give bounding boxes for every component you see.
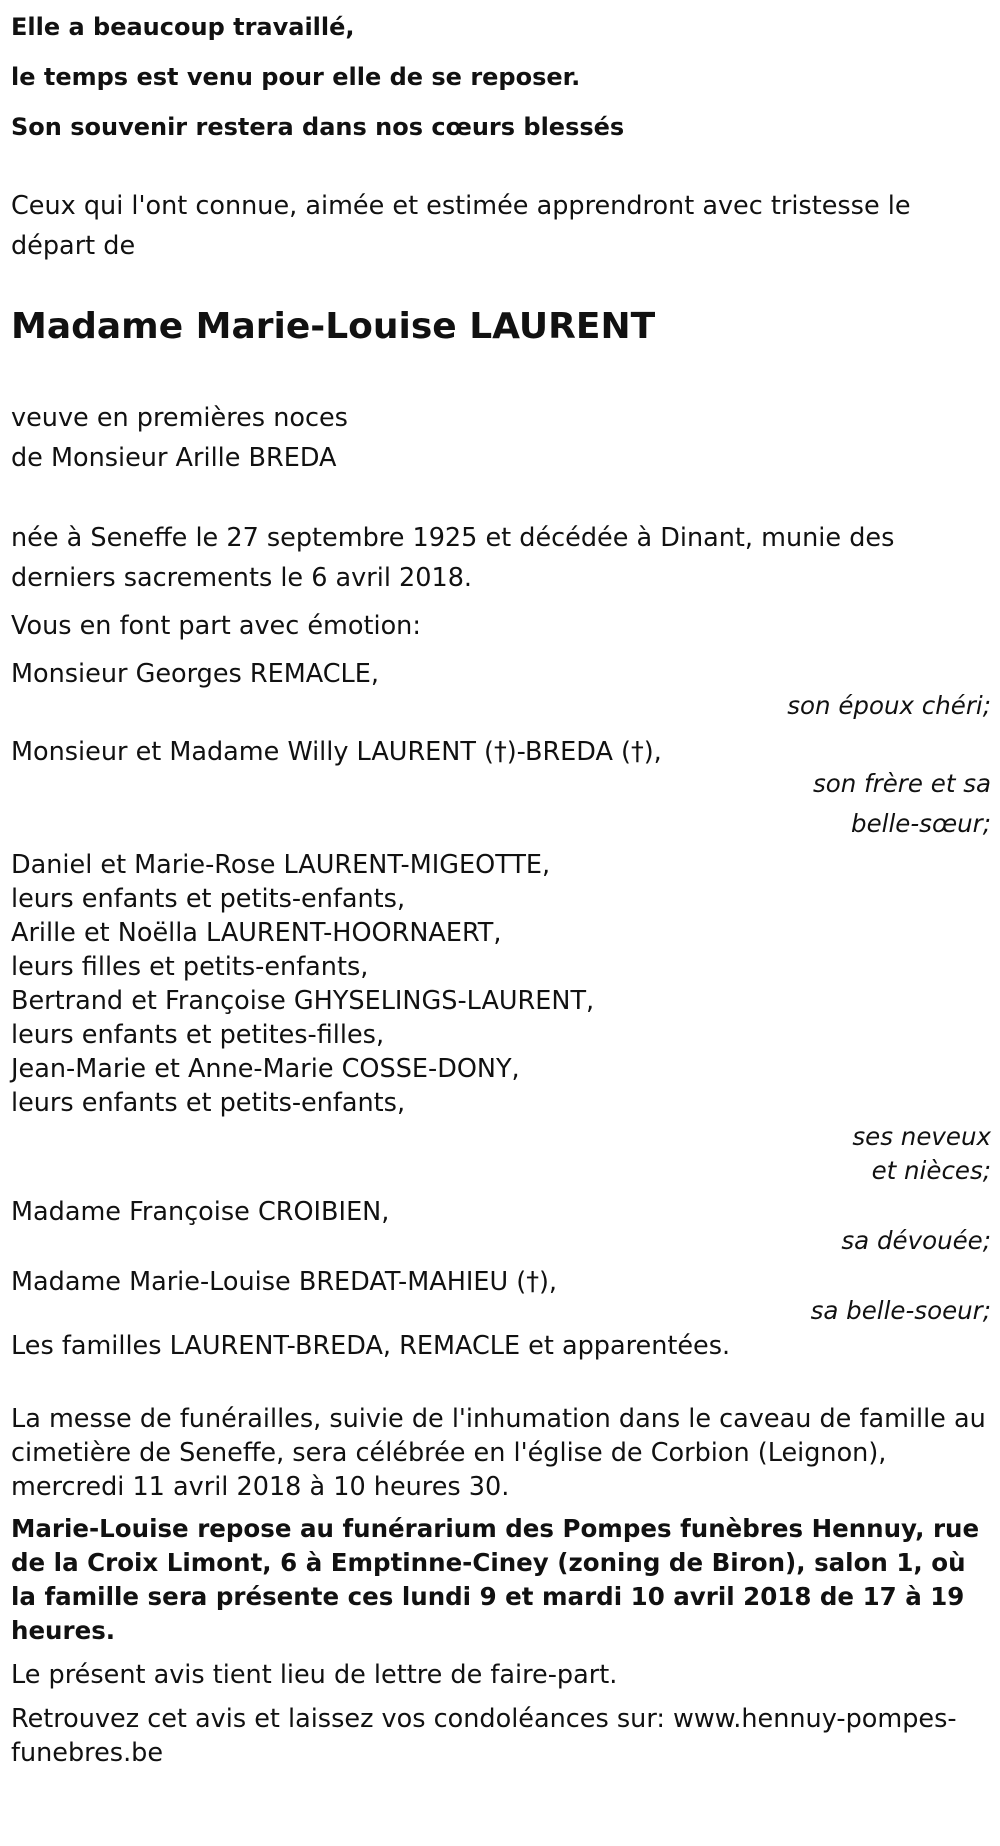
widow-line: de Monsieur Arille BREDA [11, 443, 337, 473]
poem-line: Elle a beaucoup travaillé, [11, 13, 355, 41]
family-member: Daniel et Marie-Rose LAURENT-MIGEOTTE, [11, 850, 551, 880]
notice-text: Le présent avis tient lieu de lettre de faire-part. [11, 1660, 618, 1690]
family-member: leurs filles et petits-enfants, [11, 952, 369, 982]
mass-text: La messe de funérailles, suivie de l'inhumation dans le caveau de famille au cimetière de Seneffe, sera célébrée en l'église de Corbion (Leignon), mercredi 11 avril 2018 à 10 heures 30. [11, 1404, 986, 1502]
relation-label: sa dévouée; [841, 1226, 991, 1255]
announce-text: Vous en font part avec émotion: [11, 611, 421, 641]
family-list [11, 654, 991, 1366]
family-member: Arille et Noëlla LAURENT-HOORNAERT, [11, 918, 502, 948]
family-member: Madame Marie-Louise BREDAT-MAHIEU (†), [11, 1267, 558, 1297]
families-text: Les familles LAURENT-BREDA, REMACLE et apparentées. [11, 1331, 731, 1361]
family-member: Monsieur et Madame Willy LAURENT (†)-BREDA (†), [11, 737, 662, 767]
poem [11, 2, 991, 152]
family-member: leurs enfants et petites-filles, [11, 1020, 385, 1050]
family-entry [11, 654, 991, 726]
obituary-document [11, 0, 991, 1770]
relation-text: ses neveux et nièces; [852, 1122, 991, 1185]
widow-line: veuve en premières noces [11, 403, 348, 433]
family-entry [11, 732, 991, 844]
family-member: Jean-Marie et Anne-Marie COSSE-DONY, [11, 1054, 520, 1084]
family-member: leurs enfants et petits-enfants, [11, 884, 406, 914]
relation-label [11, 1120, 991, 1188]
family-member: Bertrand et Françoise GHYSELINGS-LAURENT, [11, 986, 595, 1016]
relation-label: son époux chéri; [787, 691, 991, 720]
widow-info [11, 398, 991, 478]
condolences-text: Retrouvez cet avis et laissez vos condoléances sur: www.hennuy-pompes-funebres.be [11, 1704, 957, 1768]
relation-label: sa belle-soeur; [810, 1296, 991, 1325]
poem-line: le temps est venu pour elle de se reposer. [11, 63, 581, 91]
poem-line: Son souvenir restera dans nos cœurs blessés [11, 113, 625, 141]
intro-text: Ceux qui l'ont connue, aimée et estimée apprendront avec tristesse le départ de [11, 191, 911, 261]
family-member: Monsieur Georges REMACLE, [11, 659, 379, 689]
family-entry [11, 1262, 991, 1328]
family-entry [11, 1192, 991, 1258]
family-entry [11, 848, 991, 1188]
relation-text: son frère et sa belle-sœur; [812, 769, 991, 838]
family-member: Madame Françoise CROIBIEN, [11, 1197, 390, 1227]
birth-death-text: née à Seneffe le 27 septembre 1925 et décédée à Dinant, munie des derniers sacrements le 6 avril 2018. [11, 523, 895, 593]
family-member: leurs enfants et petits-enfants, [11, 1088, 406, 1118]
relation-label [11, 764, 991, 844]
deceased-name: Madame Marie-Louise LAURENT [11, 306, 656, 347]
visitation-text: Marie-Louise repose au funérarium des Pompes funèbres Hennuy, rue de la Croix Limont, 6 à Emptinne-Ciney (zoning de Biron), salon 1, où la famille sera présente ces lundi 9 et mardi 10 avril 2018 de 17 à 19 heures. [11, 1514, 980, 1645]
